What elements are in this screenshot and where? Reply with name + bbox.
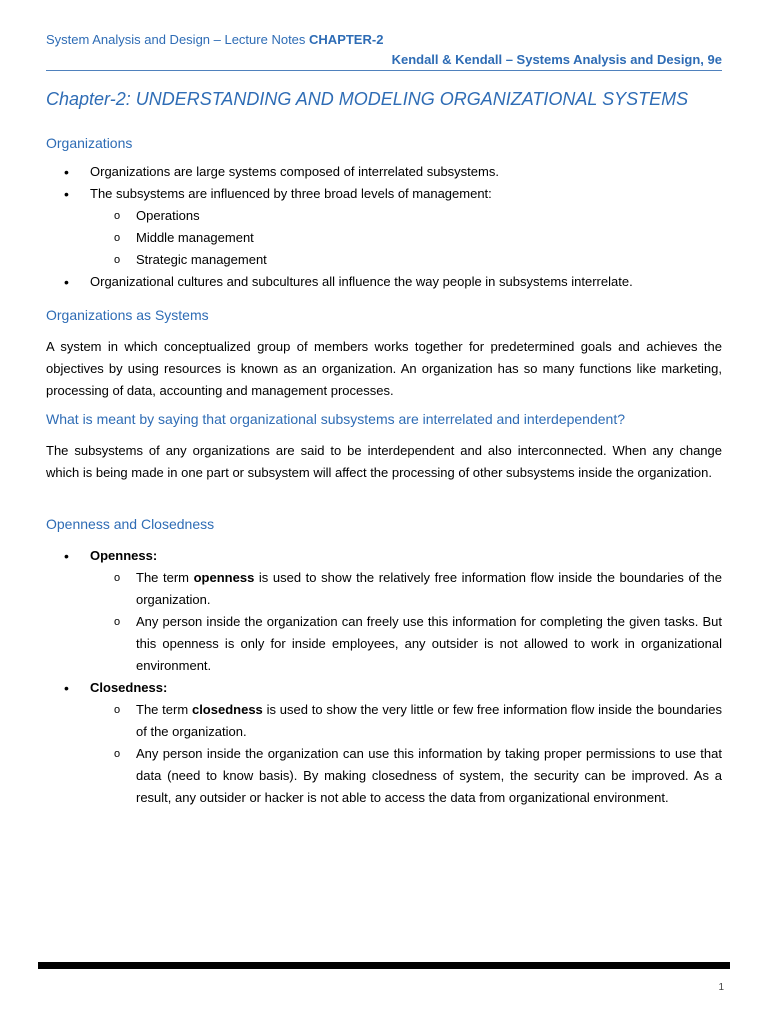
chapter-title: Chapter-2: UNDERSTANDING AND MODELING ORGANIZATIONAL SYSTEMS xyxy=(46,89,689,109)
sub-list-item: o Operations xyxy=(90,205,722,227)
closedness-label: Closedness: xyxy=(90,680,168,695)
list-item xyxy=(46,677,722,809)
sub-list-item: o Any person inside the organization can freely use this information for completing the given tasks. But this openness is only for inside employees, any outsider is not allowed to work in organizational environment. xyxy=(90,611,722,677)
text-run: The term xyxy=(136,570,194,585)
sub-list xyxy=(90,567,722,677)
text-run: is used to show the relatively free information flow inside the boundaries of the organization. xyxy=(136,570,722,607)
list-item xyxy=(46,545,722,677)
bullet-list xyxy=(46,161,722,293)
text-run: is used to show the very little or few free information flow inside the boundaries of the organization. xyxy=(136,702,722,739)
header-course-text: System Analysis and Design – Lecture Notes xyxy=(46,32,310,47)
sub-list-item: o Middle management xyxy=(90,227,722,249)
term-openness: openness xyxy=(193,570,255,585)
section-organizations xyxy=(46,132,722,293)
header-course xyxy=(46,32,383,47)
footer-rule xyxy=(38,962,730,969)
section-heading: Openness and Closedness xyxy=(46,516,215,532)
sub-list-item xyxy=(90,567,722,611)
header-rule xyxy=(46,70,722,71)
section-openness-closedness xyxy=(46,513,722,809)
paragraph: The subsystems of any organizations are said to be interdependent and also interconnected. When any change which is being made in one part or subsystem will affect the processing of other subsystems inside the organization. xyxy=(46,443,722,480)
text-run: The term xyxy=(136,702,192,717)
openness-label: Openness: xyxy=(90,548,158,563)
page-number: 1 xyxy=(718,982,724,993)
sub-list xyxy=(90,699,722,809)
list-item: • Organizational cultures and subcultures all influence the way people in subsystems interrelate. xyxy=(46,271,722,293)
sub-list-item xyxy=(90,699,722,743)
section-heading: Organizations as Systems xyxy=(46,307,209,323)
sub-list-item: o Any person inside the organization can use this information by taking proper permissions to use that data (need to know basis). By making closedness of system, the security can be improved. As a result, any outsider or hacker is not able to access the data from organizational environment. xyxy=(90,743,722,809)
sub-list-item: o Strategic management xyxy=(90,249,722,271)
term-closedness: closedness xyxy=(191,702,263,717)
bullet-list xyxy=(46,545,722,809)
section-organizations-as-systems xyxy=(46,304,722,402)
section-heading: What is meant by saying that organizational subsystems are interrelated and interdependent? xyxy=(46,411,626,427)
list-item-text: The subsystems are influenced by three broad levels of management: xyxy=(90,186,492,201)
header-reference: Kendall & Kendall – Systems Analysis and Design, 9e xyxy=(391,52,722,67)
section-heading: Organizations xyxy=(46,135,133,151)
section-interrelated xyxy=(46,408,722,484)
paragraph: A system in which conceptualized group of members works together for predetermined goals and achieves the objectives by using resources is known as an organization. An organization has so many functions like marketing, processing of data, accounting and management processes. xyxy=(46,339,722,398)
header-chapter-tag: CHAPTER-2 xyxy=(309,32,384,47)
list-item xyxy=(46,183,722,271)
list-item: • Organizations are large systems composed of interrelated subsystems. xyxy=(46,161,722,183)
sub-list xyxy=(90,205,722,271)
